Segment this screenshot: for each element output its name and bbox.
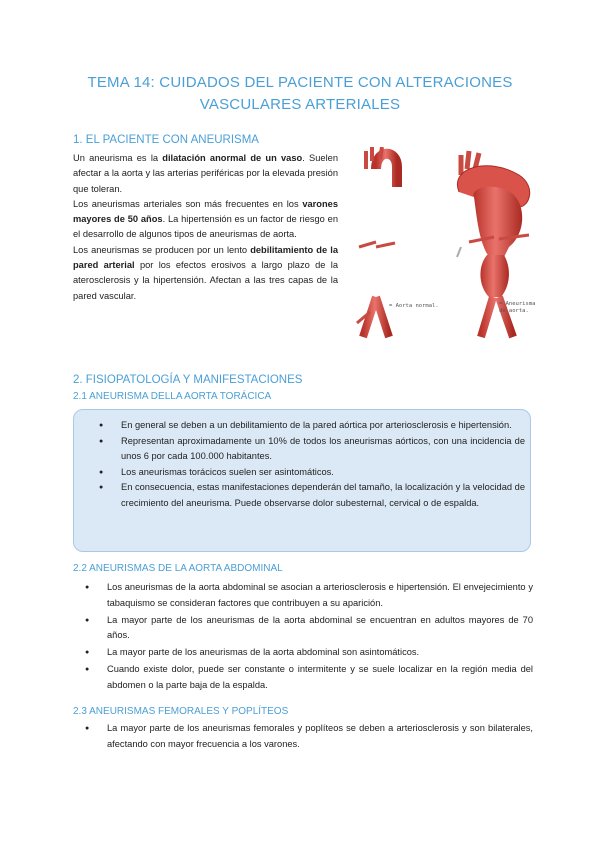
list-item: ● Los aneurismas de la aorta abdominal se asocian a arteriosclerosis e hipertensión. El envejecimiento y tabaquismo se consideran factores que contribuyen a su aparición. (73, 580, 533, 611)
list-item: ● En general se deben a un debilitamiento de la pared aórtica por arteriosclerosis e hipertensión. (87, 418, 525, 434)
intro-paragraph-1: Un aneurisma es la dilatación anormal de un vaso. Suelen afectar a la aorta y las arterias periféricas por la elevada presión que toleran. (73, 153, 338, 194)
list-item: ● La mayor parte de los aneurismas femorales y poplíteos se deben a arteriosclerosis y son bilaterales, afectando con mayor frecuencia a los varones. (73, 721, 533, 752)
page-title-line-1: TEMA 14: CUIDADOS DEL PACIENTE CON ALTERACIONES (87, 74, 513, 91)
list-item: ● Los aneurismas torácicos suelen ser asintomáticos. (87, 465, 525, 481)
subsection-2-3-heading: 2.3 ANEURISMAS FEMORALES Y POPLÍTEOS (73, 706, 289, 717)
aorta-illustration (349, 147, 553, 339)
aneurysm-caption-line-1: = Aneurisma (499, 301, 536, 307)
bold-term: varones mayores de 50 años (73, 198, 338, 225)
bold-term: dilatación anormal de un vaso (162, 153, 303, 163)
femoral-popliteal-list (73, 721, 533, 752)
list-item: ● Representan aproximadamente un 10% de todos los aneurismas aórticos, con una incidencia de unos 6 por cada 100.000 habitantes. (87, 434, 525, 465)
section-2-heading: 2. FISIOPATOLOGÍA Y MANIFESTACIONES (73, 374, 303, 386)
subsection-2-2-heading: 2.2 ANEURISMAS DE LA AORTA ABDOMINAL (73, 563, 283, 574)
thoracic-aneurysm-list (87, 418, 525, 511)
aneurysm-caption-line-2: de aorta. (499, 308, 529, 314)
page-title (60, 72, 540, 116)
section-1-heading: 1. EL PACIENTE CON ANEURISMA (73, 134, 259, 146)
subsection-2-1-heading: 2.1 ANEURISMA DELLA AORTA TORÁCICA (73, 391, 272, 402)
abdominal-aneurysm-list (73, 580, 533, 695)
normal-aorta-caption: = Aorta normal. (389, 303, 439, 309)
list-item: ● Cuando existe dolor, puede ser constante o intermitente y se suele localizar en la región media del abdomen o la parte baja de la espalda. (73, 662, 533, 693)
list-item: ● En consecuencia, estas manifestaciones dependerán del tamaño, la localización y la velocidad de crecimiento del aneurisma. Puede observarse dolor subesternal, cervical o de espalda. (87, 480, 525, 511)
page-title-line-2: VASCULARES ARTERIALES (199, 96, 401, 113)
intro-paragraph-2: Los aneurismas arteriales son más frecuentes en los varones mayores de 50 años. La hipertensión es un factor de riesgo en el desarrollo de algunos tipos de aneurismas de aorta. (73, 198, 339, 240)
intro-paragraph-3: Los aneurismas se producen por un lento debilitamiento de la pared arterial por los efectos erosivos a largo plazo de la aterosclerosis y la hipertensión. Afectan a las tres capas de la pared vascular. (73, 244, 338, 301)
bold-term: debilitamiento de la pared arterial (73, 244, 338, 271)
list-item: ● La mayor parte de los aneurismas de la aorta abdominal se encuentran en adultos mayores de 70 años. (73, 613, 533, 644)
section-1-text (73, 151, 338, 304)
list-item: ● La mayor parte de los aneurismas de la aorta abdominal son asintomáticos. (73, 645, 533, 661)
